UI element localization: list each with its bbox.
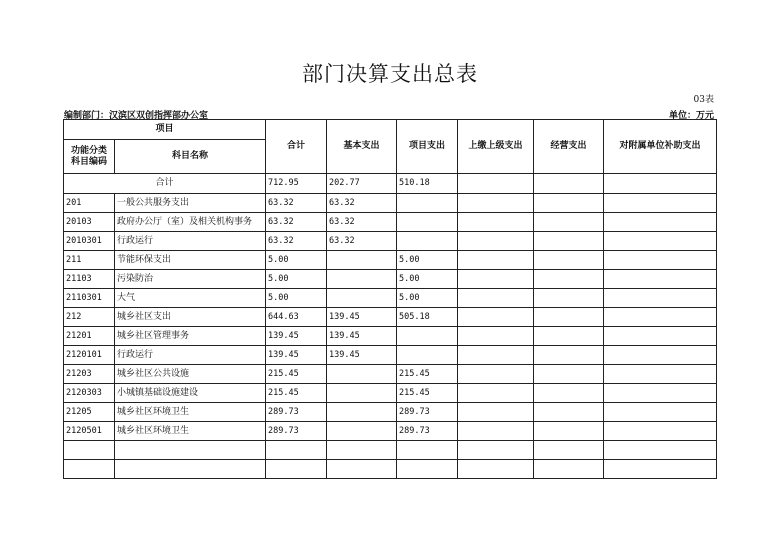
row-name: 城乡社区支出	[115, 308, 266, 327]
row-upper	[458, 403, 534, 422]
table-row	[64, 251, 717, 270]
row-name: 小城镇基础设施建设	[115, 384, 266, 403]
row-project: 215.45	[397, 384, 458, 403]
header-subsidy: 对附属单位补助支出	[604, 120, 717, 174]
total-row	[64, 174, 717, 194]
row-project: 5.00	[397, 289, 458, 308]
row-upper	[458, 213, 534, 232]
row-code: 2120303	[64, 384, 115, 403]
row-total: 289.73	[266, 403, 327, 422]
row-subsidy	[604, 213, 717, 232]
row-name	[115, 441, 266, 460]
expenditure-table	[63, 119, 717, 479]
row-business	[534, 384, 604, 403]
row-basic: 63.32	[327, 213, 397, 232]
row-name: 行政运行	[115, 346, 266, 365]
row-business	[534, 441, 604, 460]
row-subsidy	[604, 384, 717, 403]
row-project: 5.00	[397, 251, 458, 270]
row-basic: 63.32	[327, 194, 397, 213]
row-name: 节能环保支出	[115, 251, 266, 270]
row-subsidy	[604, 194, 717, 213]
row-upper	[458, 270, 534, 289]
row-upper	[458, 460, 534, 479]
row-code: 21201	[64, 327, 115, 346]
row-upper	[458, 327, 534, 346]
row-subsidy	[604, 441, 717, 460]
header-business: 经营支出	[534, 120, 604, 174]
row-subsidy	[604, 460, 717, 479]
row-subsidy	[604, 251, 717, 270]
total-business	[534, 174, 604, 194]
table-row	[64, 460, 717, 479]
row-name: 大气	[115, 289, 266, 308]
row-name: 政府办公厅（室）及相关机构事务	[115, 213, 266, 232]
row-business	[534, 346, 604, 365]
row-business	[534, 270, 604, 289]
row-code: 2120101	[64, 346, 115, 365]
table-row	[64, 441, 717, 460]
row-business	[534, 251, 604, 270]
row-project	[397, 460, 458, 479]
row-project	[397, 213, 458, 232]
row-business	[534, 232, 604, 251]
row-basic	[327, 251, 397, 270]
row-upper	[458, 308, 534, 327]
row-name: 行政运行	[115, 232, 266, 251]
table-row	[64, 403, 717, 422]
header-upper: 上缴上级支出	[458, 120, 534, 174]
row-upper	[458, 346, 534, 365]
row-total: 5.00	[266, 270, 327, 289]
row-name: 城乡社区环境卫生	[115, 403, 266, 422]
row-code	[64, 460, 115, 479]
row-upper	[458, 289, 534, 308]
row-name: 一般公共服务支出	[115, 194, 266, 213]
row-total: 5.00	[266, 289, 327, 308]
row-total: 5.00	[266, 251, 327, 270]
row-project: 215.45	[397, 365, 458, 384]
table-row	[64, 289, 717, 308]
total-label: 合计	[64, 174, 266, 194]
row-subsidy	[604, 346, 717, 365]
row-subsidy	[604, 403, 717, 422]
row-total: 139.45	[266, 346, 327, 365]
row-code: 2110301	[64, 289, 115, 308]
row-upper	[458, 194, 534, 213]
table-row	[64, 327, 717, 346]
table-row	[64, 422, 717, 441]
table-row	[64, 213, 717, 232]
row-project	[397, 232, 458, 251]
row-subsidy	[604, 422, 717, 441]
row-basic: 139.45	[327, 327, 397, 346]
row-subsidy	[604, 232, 717, 251]
row-project	[397, 346, 458, 365]
row-upper	[458, 232, 534, 251]
row-code: 201	[64, 194, 115, 213]
table-row	[64, 365, 717, 384]
row-project: 289.73	[397, 422, 458, 441]
row-code: 21205	[64, 403, 115, 422]
row-business	[534, 308, 604, 327]
row-basic	[327, 441, 397, 460]
row-basic: 139.45	[327, 308, 397, 327]
row-code	[64, 441, 115, 460]
row-total: 289.73	[266, 422, 327, 441]
table-row	[64, 194, 717, 213]
row-business	[534, 460, 604, 479]
row-project	[397, 194, 458, 213]
row-total: 644.63	[266, 308, 327, 327]
table-row	[64, 232, 717, 251]
row-basic: 63.32	[327, 232, 397, 251]
row-total: 63.32	[266, 213, 327, 232]
row-business	[534, 365, 604, 384]
row-subsidy	[604, 270, 717, 289]
header-project: 项目	[64, 120, 266, 140]
row-basic	[327, 289, 397, 308]
row-code: 20103	[64, 213, 115, 232]
row-project	[397, 441, 458, 460]
row-basic	[327, 422, 397, 441]
row-code: 212	[64, 308, 115, 327]
row-code: 211	[64, 251, 115, 270]
row-project: 5.00	[397, 270, 458, 289]
row-code: 21103	[64, 270, 115, 289]
row-name: 城乡社区管理事务	[115, 327, 266, 346]
row-basic: 139.45	[327, 346, 397, 365]
total-subsidy	[604, 174, 717, 194]
total-total: 712.95	[266, 174, 327, 194]
table-number: 03表	[693, 95, 714, 105]
table-row	[64, 308, 717, 327]
row-business	[534, 422, 604, 441]
row-subsidy	[604, 365, 717, 384]
total-project: 510.18	[397, 174, 458, 194]
row-business	[534, 327, 604, 346]
department-label: 编制部门：汉滨区双创指挥部办公室	[64, 111, 209, 121]
header-func-code: 功能分类 科目编码	[64, 140, 115, 174]
row-total	[266, 441, 327, 460]
row-upper	[458, 422, 534, 441]
row-basic	[327, 365, 397, 384]
table-row	[64, 346, 717, 365]
row-total: 215.45	[266, 365, 327, 384]
row-total: 139.45	[266, 327, 327, 346]
row-total: 63.32	[266, 232, 327, 251]
unit-label: 单位：万元	[668, 111, 714, 121]
row-subsidy	[604, 289, 717, 308]
row-upper	[458, 365, 534, 384]
total-basic: 202.77	[327, 174, 397, 194]
row-name: 城乡社区公共设施	[115, 365, 266, 384]
row-upper	[458, 251, 534, 270]
row-code: 21203	[64, 365, 115, 384]
row-basic	[327, 270, 397, 289]
row-subsidy	[604, 308, 717, 327]
row-business	[534, 289, 604, 308]
total-upper	[458, 174, 534, 194]
row-business	[534, 194, 604, 213]
row-upper	[458, 441, 534, 460]
header-subject-name: 科目名称	[115, 140, 266, 174]
row-name	[115, 460, 266, 479]
row-business	[534, 403, 604, 422]
header-total: 合计	[266, 120, 327, 174]
row-project: 289.73	[397, 403, 458, 422]
row-subsidy	[604, 327, 717, 346]
row-name: 城乡社区环境卫生	[115, 422, 266, 441]
row-basic	[327, 403, 397, 422]
row-project: 505.18	[397, 308, 458, 327]
row-code: 2120501	[64, 422, 115, 441]
header-project-expense: 项目支出	[397, 120, 458, 174]
header-basic: 基本支出	[327, 120, 397, 174]
row-project	[397, 327, 458, 346]
row-basic	[327, 460, 397, 479]
table-row	[64, 384, 717, 403]
row-business	[534, 213, 604, 232]
row-code: 2010301	[64, 232, 115, 251]
row-name: 污染防治	[115, 270, 266, 289]
row-total: 215.45	[266, 384, 327, 403]
row-upper	[458, 384, 534, 403]
row-total	[266, 460, 327, 479]
page-title: 部门决算支出总表	[302, 62, 478, 86]
row-total: 63.32	[266, 194, 327, 213]
table-row	[64, 270, 717, 289]
row-basic	[327, 384, 397, 403]
